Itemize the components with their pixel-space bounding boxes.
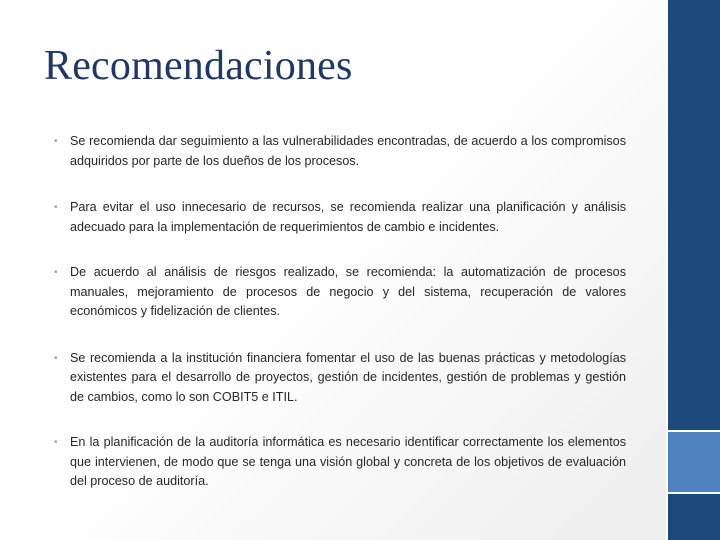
bullet-text: Para evitar el uso innecesario de recursos, se recomienda realizar una planificación y análisis adecuado para la implementación de requerimientos de cambio e incidentes. <box>70 200 626 234</box>
bullet-icon: • <box>54 437 58 448</box>
decorative-side-bar <box>666 0 720 540</box>
bullet-item <box>54 198 626 237</box>
side-bar-top-segment <box>666 0 720 430</box>
bullet-list <box>54 132 626 519</box>
side-bar-accent-segment <box>666 432 720 492</box>
bullet-icon: • <box>54 267 58 278</box>
bullet-item <box>54 349 626 408</box>
bullet-text: Se recomienda dar seguimiento a las vulnerabilidades encontradas, de acuerdo a los compromisos adquiridos por parte de los dueños de los procesos. <box>70 134 626 168</box>
side-bar-edge <box>666 0 668 540</box>
bullet-item <box>54 433 626 492</box>
bullet-icon: • <box>54 202 58 213</box>
bullet-text: Se recomienda a la institución financiera fomentar el uso de las buenas prácticas y metodologías existentes para el desarrollo de proyectos, gestión de incidentes, gestión de problemas y gestión de cambios, como lo son COBIT5 e ITIL. <box>70 350 626 404</box>
bullet-icon: • <box>54 352 58 364</box>
side-bar-bottom-segment <box>666 494 720 540</box>
bullet-icon: • <box>54 136 58 147</box>
bullet-text: De acuerdo al análisis de riesgos realizado, se recomienda: la automatización de procesos manuales, mejoramiento de procesos de negocio y del sistema, recuperación de valores económicos y fidelización de clientes. <box>70 265 626 318</box>
bullet-item <box>54 263 626 322</box>
bullet-item <box>54 132 626 171</box>
slide-title: Recomendaciones <box>44 43 353 89</box>
bullet-text: En la planificación de la auditoría informática es necesario identificar correctamente los elementos que intervienen, de modo que se tenga una visión global y concreta de los objetivos de evaluación del proceso de auditoría. <box>70 435 626 488</box>
